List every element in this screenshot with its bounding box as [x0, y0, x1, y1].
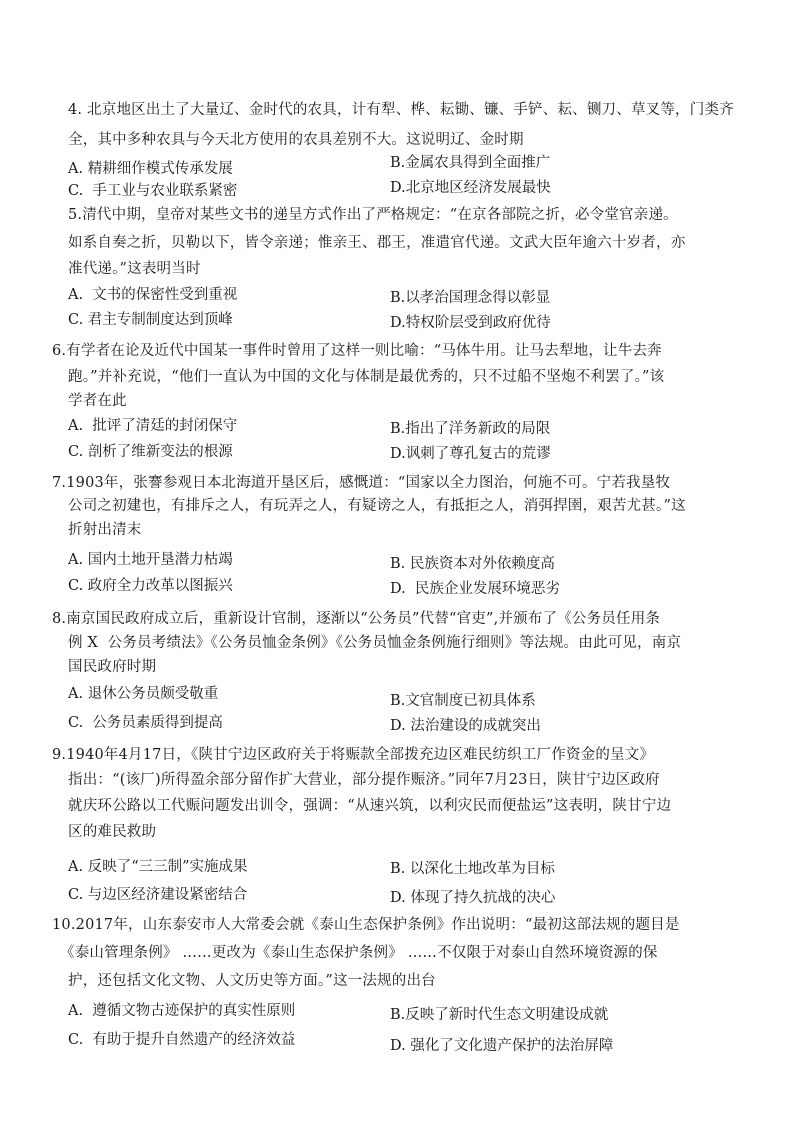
question-stem-line: 公司之初建也，有排斥之人，有玩弄之人，有疑谤之人，有抵拒之人，消弭捍圉，艰苦尤甚。”这 — [68, 498, 686, 514]
question-stem-line: 区的难民救助 — [68, 824, 157, 840]
option-c: C. 君主专制制度达到顶峰 — [68, 312, 233, 328]
option-b: B.指出了洋务新政的局限 — [390, 421, 551, 437]
option-a: A. 文书的保密性受到重视 — [68, 287, 238, 303]
question-stem-line: 就庆环公路以工代赈问题发出训令，强调：“从速兴筑，以利灾民而便盐运”这表明，陕甘宁边 — [68, 798, 672, 814]
question-stem-line: 国民政府时期 — [68, 659, 157, 675]
option-b: B. 以深化土地改革为目标 — [390, 861, 555, 877]
question-stem-line: 5.清代中期，皇帝对某些文书的递呈方式作出了严格规定：“在京各部院之折，必令堂官亲递。 — [68, 207, 678, 223]
option-d: D. 法治建设的成就突出 — [390, 718, 541, 734]
question-stem-line: 准代递。”这表明当时 — [68, 261, 201, 277]
option-d: D.讽刺了尊孔复古的荒谬 — [390, 446, 551, 462]
question-stem-line: 6.有学者在论及近代中国某一事件时曾用了这样一则比喻：“马体牛用。让马去犁地，让牛去奔 — [52, 343, 662, 359]
option-a: A. 反映了“三三制”实施成果 — [68, 859, 248, 875]
option-b: B. 民族资本对外依赖度高 — [390, 556, 555, 572]
option-a: A. 精耕细作模式传承发展 — [68, 161, 233, 177]
option-a: A. 国内土地开垦潜力枯竭 — [68, 552, 233, 568]
option-c: C. 与边区经济建设紧密结合 — [68, 887, 248, 903]
question-stem-line: 8.南京国民政府成立后，重新设计官制，逐渐以“公务员”代替“官吏”,并颁布了《公务员任用条 — [52, 611, 661, 627]
option-b: B.金属农具得到全面推广 — [390, 155, 551, 171]
option-c: C. 政府全力改革以图振兴 — [68, 578, 233, 594]
option-b: B.文官制度已初具体系 — [390, 693, 536, 709]
option-d: D.特权阶层受到政府优待 — [390, 315, 551, 331]
option-c: C. 有助于提升自然遗产的经济效益 — [68, 1032, 296, 1048]
option-d: D.北京地区经济发展最快 — [390, 180, 551, 196]
question-stem-line: 例 X 公务员考绩法》《公务员恤金条例》《公务员恤金条例施行细则》等法规。由此可见，南京 — [68, 635, 682, 651]
question-stem-line: 4. 北京地区出土了大量辽、金时代的农具，计有犁、桦、耘锄、镰、手铲、耘、铡刀、草叉等，门类齐 — [68, 102, 734, 118]
question-stem-line: 10.2017年，山东泰安市人大常委会就《泰山生态保护条例》作出说明：“最初这部法规的题目是 — [52, 917, 680, 933]
question-stem-line: 护，还包括文化文物、人文历史等方面。”这一法规的出台 — [68, 973, 436, 989]
option-b: B.反映了新时代生态文明建设成就 — [390, 1007, 609, 1023]
option-a: A. 遵循文物古迹保护的真实性原则 — [68, 1003, 296, 1019]
question-stem-line: 9.1940年4月17日，《陕甘宁边区政府关于将赈款全部拨充边区难民纺织工厂作资金的呈文》 — [52, 747, 655, 763]
option-c: C. 剖析了维新变法的根源 — [68, 444, 233, 460]
question-stem-line: 学者在此 — [68, 393, 127, 409]
question-stem-line: 全，其中多种农具与今天北方使用的农具差别不大。这说明辽、金时期 — [68, 132, 524, 148]
option-c: C. 手工业与农业联系紧密 — [68, 183, 238, 199]
question-stem-line: 指出：“(该厂)所得盈余部分留作扩大营业，部分提作赈济。”同年7月23日，陕甘宁边区政府 — [68, 772, 660, 788]
option-b: B.以孝治国理念得以彰显 — [390, 290, 551, 306]
question-stem-line: 跑。”并补充说，“他们一直认为中国的文化与体制是最优秀的，只不过船不坚炮不利罢了。”该 — [68, 369, 665, 385]
question-stem-line: 如系自奏之折，贝勒以下，皆令亲递；惟亲王、郡王，准遣官代递。文武大臣年逾六十岁者，亦 — [68, 235, 686, 251]
question-stem-line: 折射出清末 — [68, 522, 142, 538]
question-stem-line: 7.1903年，张謇参观日本北海道开垦区后，感慨道：“国家以全力图治，何施不可。宁若我垦牧 — [52, 475, 671, 491]
option-a: A. 退休公务员颇受敬重 — [68, 686, 219, 702]
option-d: D. 民族企业发展环境恶劣 — [390, 581, 560, 597]
option-a: A. 批评了清廷的封闭保守 — [68, 418, 238, 434]
option-c: C. 公务员素质得到提高 — [68, 715, 223, 731]
question-stem-line: 《泰山管理条例》 ……更改为《泰山生态保护条例》 ……不仅限于对泰山自然环境资源的保 — [60, 945, 658, 961]
option-d: D. 强化了文化遗产保护的法治屏障 — [390, 1038, 614, 1054]
option-d: D. 体现了持久抗战的决心 — [390, 890, 556, 906]
